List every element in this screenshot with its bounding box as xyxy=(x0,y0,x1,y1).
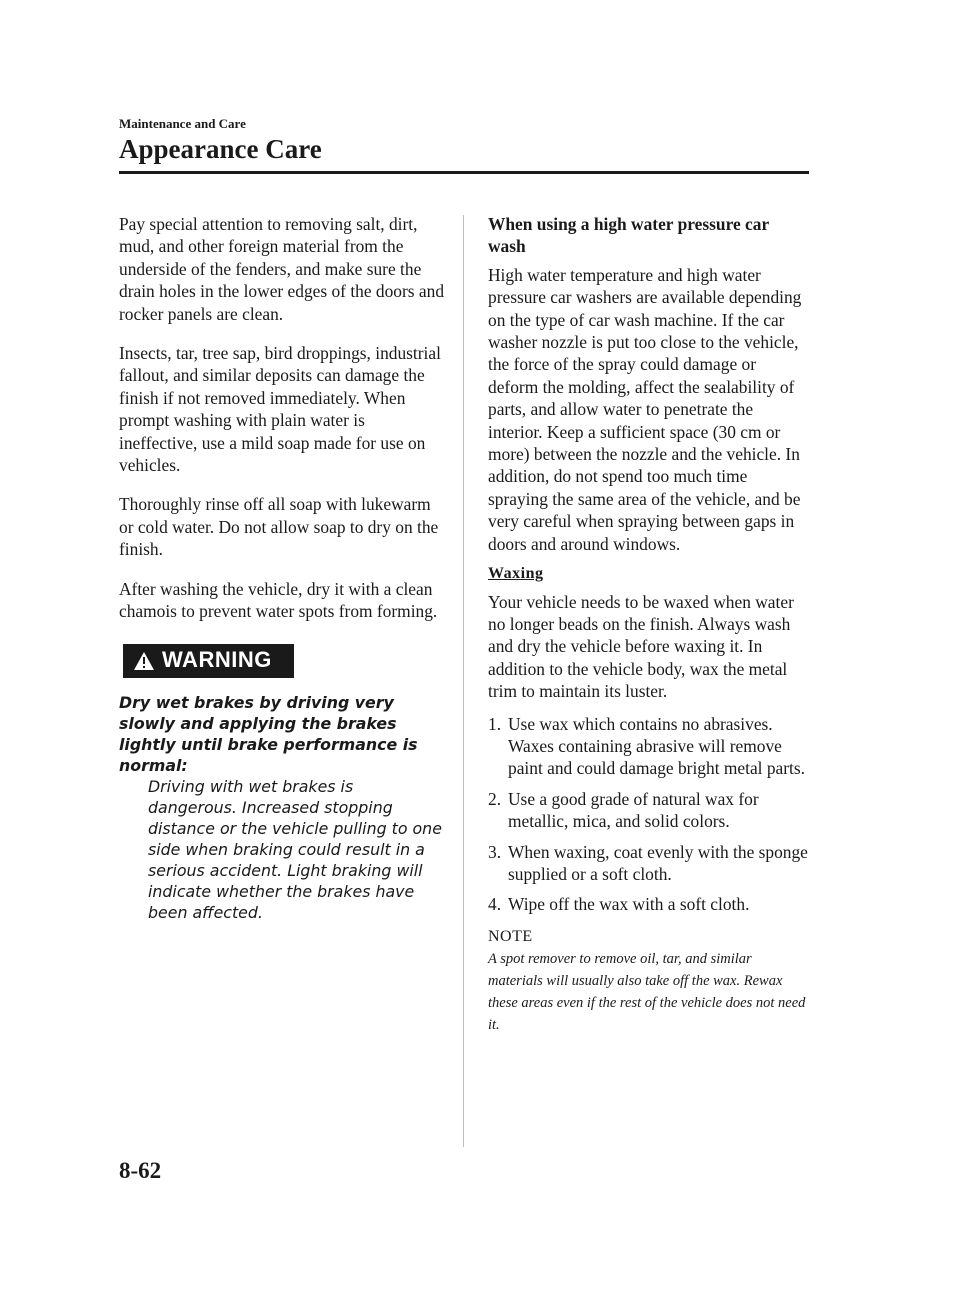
waxing-heading: Waxing xyxy=(488,565,544,583)
paragraph-deposits: Insects, tar, tree sap, bird droppings, industrial fallout, and similar deposits can damage the finish if not removed immediately. When prompt washing with plain water is ineffective, use a mild soap made for use on vehicles. xyxy=(119,343,441,476)
warning-label: WARNING xyxy=(162,647,272,673)
section-label: Maintenance and Care xyxy=(119,116,246,131)
step-number: 2. xyxy=(488,788,502,809)
warning-heading: Dry wet brakes by driving very slowly and applying the brakes lightly until brake performance is normal: xyxy=(119,692,418,775)
paragraph-drain-holes: Pay special attention to removing salt, dirt, mud, and other foreign material from the underside of the fenders, and make sure the drain holes in the lower edges of the doors and rocker panels are clean. xyxy=(119,214,445,324)
paragraph-dry: After washing the vehicle, dry it with a clean chamois to prevent water spots from forming. xyxy=(119,578,438,622)
step-text: Wipe off the wax with a soft cloth. xyxy=(508,894,750,915)
title-rule xyxy=(119,171,809,174)
step-text: Use a good grade of natural wax for metallic, mica, and solid colors. xyxy=(508,788,759,832)
high-pressure-body: High water temperature and high water pressure car washers are available depending on the type of car wash machine. If the car washer nozzle is put too close to the vehicle, the force of the spray could damage or deform the molding, affect the sealability of parts, and allow water to penetrate the interior. Keep a sufficient space (30 cm or more) between the nozzle and the vehicle. In addition, do not spend too much time spraying the same area of the vehicle, and be very careful when spraying between gaps in doors and around windows. xyxy=(488,264,802,554)
step-number: 1. xyxy=(488,713,502,734)
list-item xyxy=(488,841,810,886)
high-pressure-heading: When using a high water pressure car wash xyxy=(488,214,769,257)
list-item xyxy=(488,893,810,915)
page-number: 8-62 xyxy=(119,1158,162,1183)
waxing-intro: Your vehicle needs to be waxed when water no longer beads on the finish. Always wash and dry the vehicle before waxing it. In addition to the vehicle body, wax the metal trim to maintain its luster. xyxy=(488,591,794,702)
list-item xyxy=(488,788,810,833)
step-number: 3. xyxy=(488,841,502,862)
step-text: Use wax which contains no abrasives. Waxes containing abrasive will remove paint and could damage bright metal parts. xyxy=(508,713,805,779)
list-item xyxy=(488,713,810,780)
column-divider xyxy=(463,215,464,1147)
warning-body: Driving with wet brakes is dangerous. Increased stopping distance or the vehicle pulling to one side when braking could result in a serious accident. Light braking will indicate whether the brakes have been affected. xyxy=(148,776,442,922)
step-number: 4. xyxy=(488,894,502,915)
page-title: Appearance Care xyxy=(119,134,322,164)
right-column xyxy=(488,213,810,1036)
note-body: A spot remover to remove oil, tar, and similar materials will usually also take off the wax. Rewax these areas even if the rest of the vehicle does not need it. xyxy=(488,951,806,1034)
warning-triangle-icon xyxy=(133,651,155,671)
waxing-steps xyxy=(488,713,810,916)
step-text: When waxing, coat evenly with the sponge supplied or a soft cloth. xyxy=(508,841,808,884)
note-label: NOTE xyxy=(488,927,533,945)
paragraph-rinse: Thoroughly rinse off all soap with lukewarm or cold water. Do not allow soap to dry on the finish. xyxy=(119,494,439,560)
warning-badge xyxy=(123,644,294,678)
left-column xyxy=(119,213,445,923)
